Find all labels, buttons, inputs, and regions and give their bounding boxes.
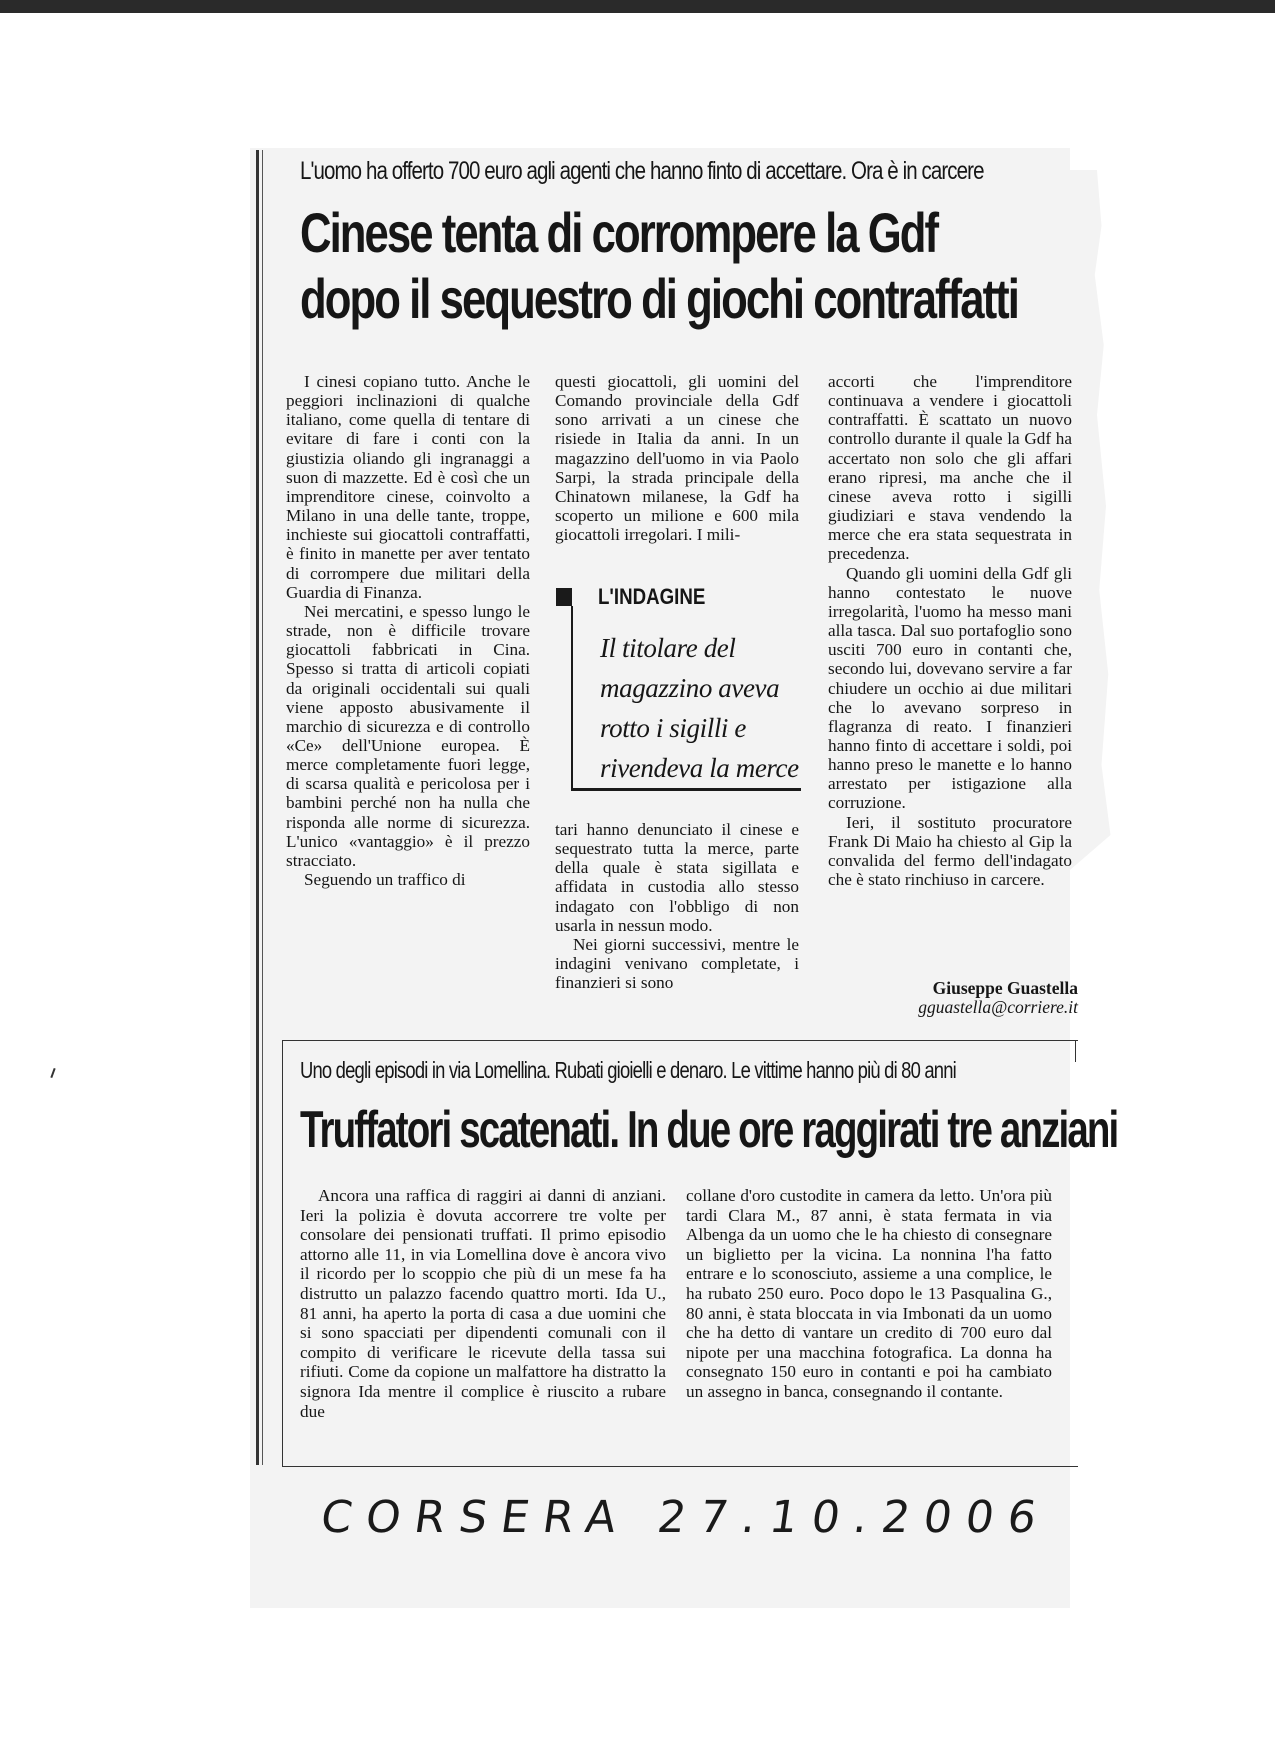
paragraph: Ancora una raffica di raggiri ai danni di anziani. Ieri la polizia è dovuta accorrere tre volte per consolare dei pensionati truffati. Il primo episodio attorno alle 11, in via Lomellina dove è ancora vivo il ricordo per lo scoppio che più di un mese fa ha distrutto un palazzo facendo quattro morti. Ida U., 81 anni, ha aperto la porta di casa a due uomini che si sono spacciati per dipendenti comunali con il compito di verificare le ricevute della tassa sui rifiuti. Come da copione un malfattore ha distratto la signora Ida mentre il complice è riuscito a rubare due: [300, 1186, 666, 1421]
author-name: Giuseppe Guastella: [932, 978, 1078, 998]
paragraph: I cinesi copiano tutto. Anche le peggiori inclinazioni di qualche italiano, come quella di tentare di evitare di fare i conti con la giustizia oliando gli ingranaggi a suon di mazzette. Ed è così che un imprenditore cinese, coinvolto a Milano in una delle tante, troppe, inchieste sui giocattoli contraffatti, è finito in manette per aver tentato di corrompere due militari della Guardia di Finanza.: [286, 372, 530, 602]
paragraph: Ieri, il sostituto procuratore Frank Di Maio ha chiesto al Gip la convalida del fermo dell'indagato che è stato rinchiuso in carcere.: [828, 812, 1072, 890]
headline-line-1: Cinese tenta di corrompere la Gdf: [300, 201, 938, 264]
article1-headline: [300, 200, 1018, 332]
box-rule-horizontal: [571, 788, 801, 791]
box-square-marker: [556, 588, 572, 606]
paragraph: Nei giorni successivi, mentre le indagini venivano completate, i finanzieri si sono: [555, 934, 799, 993]
scan-top-edge: [0, 0, 1275, 13]
box-rule-vertical: [571, 606, 573, 788]
paragraph: accorti che l'imprenditore continuava a vendere i giocattoli contraffatti. È scattato un nuovo controllo durante il quale la Gdf ha accertato non solo che gli affari erano ripresi, ma anche che il cinese aveva rotto i sigilli giudiziari e stava vendendo la merce che era stata sequestrata in precedenza.: [828, 372, 1072, 564]
article2-column-2: [686, 1186, 1052, 1402]
paragraph: tari hanno denunciato il cinese e sequestrato tutta la merce, parte della quale è stata sigillata e affidata in custodia allo stesso indagato con l'obbligo di non usarla in nessun modo.: [555, 820, 799, 935]
paragraph: Quando gli uomini della Gdf gli hanno contestato le nuove irregolarità, l'uomo ha messo mani alla tasca. Dal suo portafoglio sono usciti 700 euro in contanti che, secondo lui, dovevano servire a far chiudere un occhio ai due militari che lo avevano sorpreso in flagranza di reato. I finanzieri hanno finto di accettare i soldi, poi hanno preso le manette e lo hanno arrestato per istigazione alla corruzione.: [828, 563, 1072, 813]
article1-kicker: L'uomo ha offerto 700 euro agli agenti che hanno finto di accettare. Ora è in carcere: [300, 157, 984, 185]
pull-quote-text: Il titolare del magazzino aveva rotto i sigilli e rivendeva la merce: [600, 633, 799, 783]
paragraph: collane d'oro custodite in camera da letto. Un'ora più tardi Clara M., 87 anni, è stata fermata in via Albenga da un uomo che le ha chiesto di consegnare un biglietto per la vicina. La nonnina l'ha fatto entrare e lo sconosciuto, assieme a una complice, le ha rubato 250 euro. Poco dopo le 13 Pasqualina G., 80 anni, è stata bloccata in via Imbonati da un uomo che ha detto di vantare un credito di 700 euro dal nipote per una macchina fotografica. La donna ha consegnato 150 euro in contanti e poi ha cambiato un assegno in banca, consegnando il contante.: [686, 1186, 1052, 1401]
torn-edge: [1070, 170, 1115, 870]
paragraph: Seguendo un traffico di: [304, 870, 466, 890]
article2-column-1: [300, 1186, 666, 1421]
pull-quote-box: [556, 584, 804, 800]
stray-mark: [50, 1068, 55, 1078]
handwritten-date-note: CORSERA 27.10.2006: [317, 1492, 1054, 1543]
paragraph: questi giocattoli, gli uomini del Comando provinciale della Gdf sono arrivati a un cinese che risiede in Italia da anni. In un magazzino dell'uomo in via Paolo Sarpi, la strada principale della Chinatown milanese, la Gdf ha scoperto un milione e 600 mila giocattoli irregolari. I mili-: [555, 372, 799, 545]
paragraph: Nei mercatini, e spesso lungo le strade, non è difficile trovare giocattoli fabbricati in Cina. Spesso si tratta di articoli copiati da originali occidentali sui quali viene apposto abusivamente il marchio di sicurezza e di controllo «Ce» dell'Unione europea. È merce completamente fuori legge, di scarsa qualità e pericolosa per i bambini perché non ha nulla che risponda alle norme di sicurezza. L'unico «vantaggio» è il prezzo stracciato.: [286, 601, 530, 870]
column-rule-thin: [262, 150, 263, 1465]
article1-column-3: [828, 372, 1072, 912]
pull-quote-label: L'INDAGINE: [598, 584, 706, 609]
article2-frame-right: [1075, 1040, 1076, 1062]
article1-column-1: [286, 372, 530, 1022]
article1-column-2-top: [555, 372, 799, 562]
article1-column-2-bottom: [555, 820, 799, 1020]
column-rule: [256, 150, 259, 1465]
article2-headline: Truffatori scatenati. In due ore raggirati tre anziani: [300, 1101, 1118, 1159]
headline-line-2: dopo il sequestro di giochi contraffatti: [300, 267, 1018, 330]
author-email: gguastella@corriere.it: [918, 997, 1078, 1017]
article2-kicker: Uno degli episodi in via Lomellina. Rubati gioielli e denaro. Le vittime hanno più di 80 anni: [300, 1057, 956, 1083]
